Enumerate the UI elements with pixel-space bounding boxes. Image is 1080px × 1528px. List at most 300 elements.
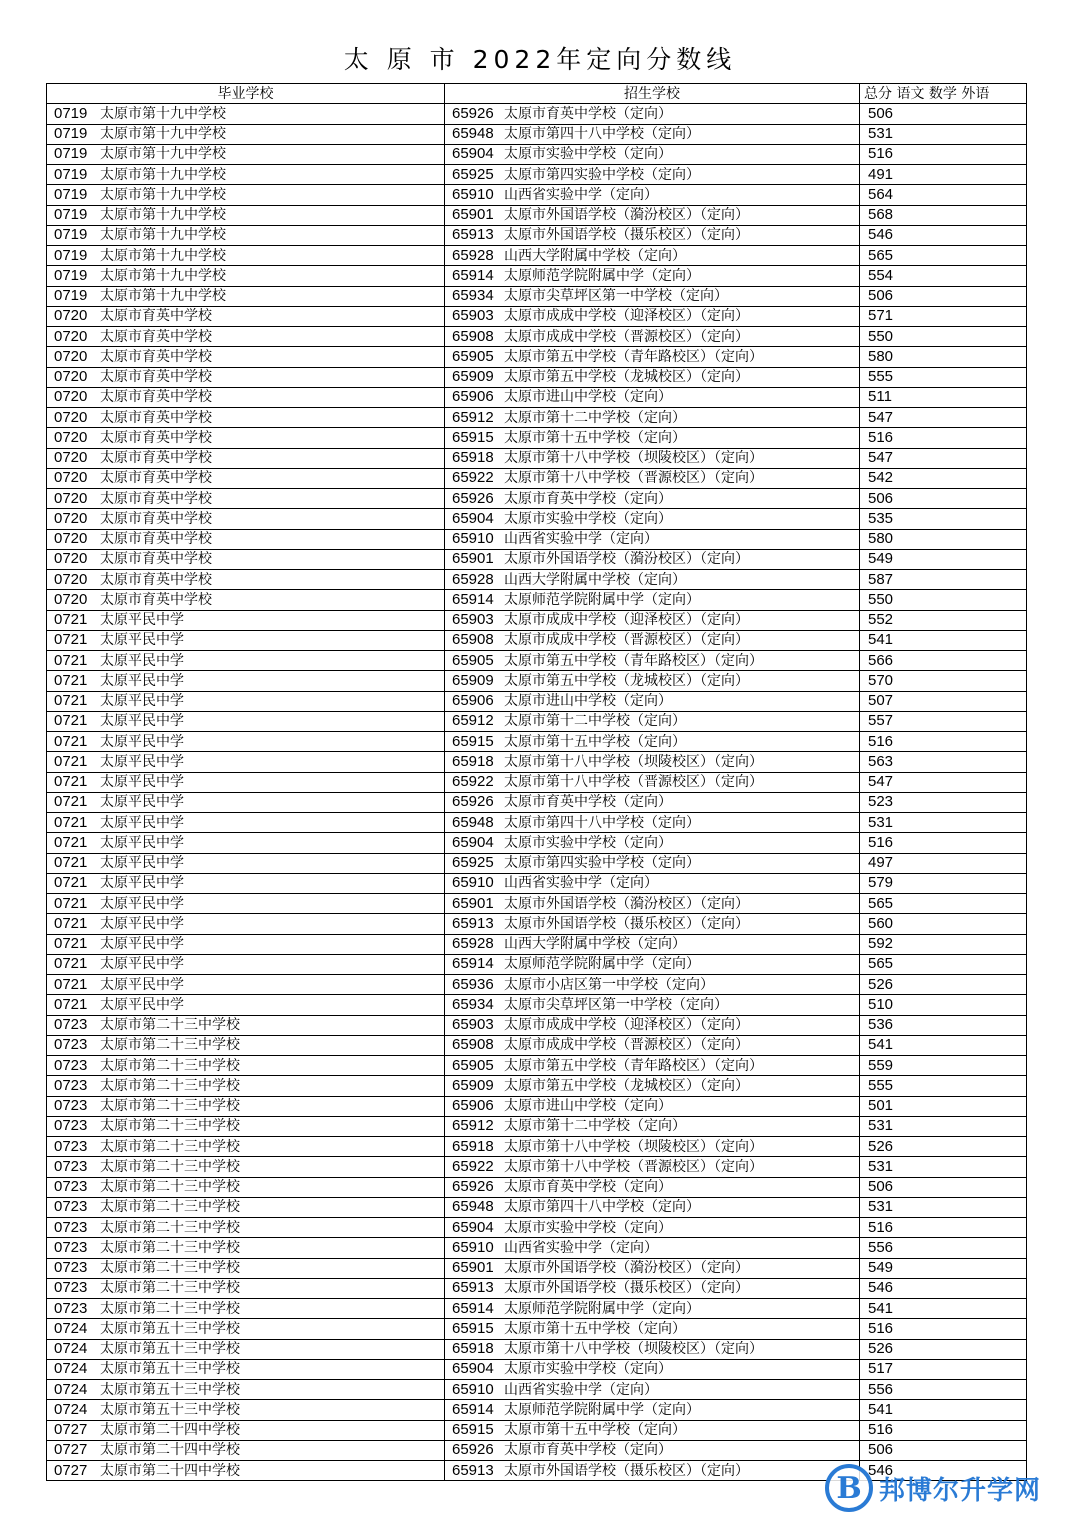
total-score-cell: 550 (860, 590, 1027, 610)
graduate-school-name: 太原市育英中学校 (100, 328, 212, 345)
graduate-school-code: 0727 (54, 1421, 88, 1439)
graduate-school-code: 0719 (54, 185, 88, 203)
table-row (47, 772, 1027, 792)
admission-school-cell (445, 1319, 860, 1339)
admission-school-name: 太原市成成中学校（晋源校区）（定向） (504, 1037, 749, 1054)
admission-school-cell (445, 428, 860, 448)
admission-school-name: 太原市第五中学校（龙城校区）（定向） (504, 1077, 749, 1094)
admission-school-cell (445, 549, 860, 569)
admission-school-name: 太原市外国语学校（摄乐校区）（定向） (504, 1280, 749, 1297)
total-score-cell: 491 (860, 165, 1027, 185)
graduate-school-code: 0720 (54, 307, 88, 325)
graduate-school-code: 0719 (54, 145, 88, 163)
admission-school-code: 65912 (452, 1117, 494, 1135)
total-score-cell: 526 (860, 975, 1027, 995)
admission-school-cell (445, 286, 860, 306)
admission-school-name: 太原市外国语学校（漪汾校区）（定向） (504, 551, 749, 568)
admission-school-code: 65910 (452, 530, 494, 548)
graduate-school-code: 0721 (54, 914, 88, 932)
admission-school-code: 65903 (452, 611, 494, 629)
graduate-school-cell (47, 975, 445, 995)
admission-school-cell (445, 1197, 860, 1217)
graduate-school-cell (47, 1197, 445, 1217)
graduate-school-name: 太原市第五十三中学校 (100, 1361, 240, 1378)
admission-school-name: 山西省实验中学（定向） (504, 875, 658, 892)
admission-school-code: 65915 (452, 1421, 494, 1439)
admission-school-cell (445, 590, 860, 610)
admission-school-cell (445, 570, 860, 590)
total-score-cell: 565 (860, 246, 1027, 266)
admission-school-code: 65910 (452, 1380, 494, 1398)
total-score-cell: 506 (860, 1440, 1027, 1460)
table-row (47, 428, 1027, 448)
admission-school-name: 太原市第十八中学校（晋源校区）（定向） (504, 1158, 763, 1175)
admission-school-code: 65909 (452, 671, 494, 689)
admission-school-code: 65948 (452, 813, 494, 831)
admission-school-name: 太原市第十二中学校（定向） (504, 713, 686, 730)
graduate-school-code: 0724 (54, 1360, 88, 1378)
admission-school-code: 65904 (452, 1360, 494, 1378)
table-row (47, 225, 1027, 245)
graduate-school-name: 太原市第十九中学校 (100, 166, 226, 183)
admission-school-name: 太原市第十五中学校（定向） (504, 1422, 686, 1439)
admission-school-code: 65926 (452, 1178, 494, 1196)
graduate-school-name: 太原市第五十三中学校 (100, 1341, 240, 1358)
admission-school-code: 65910 (452, 1238, 494, 1256)
admission-school-code: 65926 (452, 1441, 494, 1459)
graduate-school-cell (47, 306, 445, 326)
graduate-school-code: 0721 (54, 752, 88, 770)
admission-school-code: 65915 (452, 428, 494, 446)
admission-school-cell (445, 225, 860, 245)
admission-school-code: 65925 (452, 854, 494, 872)
admission-school-code: 65922 (452, 469, 494, 487)
graduate-school-code: 0720 (54, 408, 88, 426)
graduate-school-code: 0720 (54, 388, 88, 406)
graduate-school-code: 0723 (54, 1238, 88, 1256)
table-body (47, 104, 1027, 1481)
table-row (47, 367, 1027, 387)
admission-school-name: 山西省实验中学（定向） (504, 531, 658, 548)
graduate-school-cell (47, 711, 445, 731)
admission-school-name: 太原市尖草坪区第一中学校（定向） (504, 288, 728, 305)
graduate-school-name: 太原平民中学 (100, 855, 184, 872)
admission-school-code: 65934 (452, 287, 494, 305)
admission-school-name: 太原市外国语学校（摄乐校区）（定向） (504, 227, 749, 244)
graduate-school-name: 太原平民中学 (100, 834, 184, 851)
graduate-school-cell (47, 1400, 445, 1420)
admission-school-code: 65909 (452, 1076, 494, 1094)
admission-school-cell (445, 630, 860, 650)
graduate-school-code: 0720 (54, 347, 88, 365)
graduate-school-cell (47, 1015, 445, 1035)
graduate-school-cell (47, 1299, 445, 1319)
admission-school-name: 太原市第十八中学校（晋源校区）（定向） (504, 774, 763, 791)
total-score-cell: 511 (860, 387, 1027, 407)
table-row (47, 954, 1027, 974)
graduate-school-name: 太原市第二十三中学校 (100, 1037, 240, 1054)
graduate-school-name: 太原市第二十四中学校 (100, 1442, 240, 1459)
total-score-cell: 516 (860, 1420, 1027, 1440)
graduate-school-name: 太原平民中学 (100, 915, 184, 932)
admission-school-cell (445, 1076, 860, 1096)
admission-school-code: 65905 (452, 651, 494, 669)
graduate-school-code: 0720 (54, 449, 88, 467)
graduate-school-name: 太原市第二十三中学校 (100, 1057, 240, 1074)
graduate-school-name: 太原市第二十三中学校 (100, 1219, 240, 1236)
graduate-school-cell (47, 1116, 445, 1136)
admission-school-name: 山西省实验中学（定向） (504, 1239, 658, 1256)
total-score-cell: 568 (860, 205, 1027, 225)
admission-school-cell (445, 1015, 860, 1035)
admission-school-name: 太原师范学院附属中学（定向） (504, 1300, 700, 1317)
graduate-school-code: 0721 (54, 651, 88, 669)
graduate-school-code: 0721 (54, 975, 88, 993)
graduate-school-name: 太原平民中学 (100, 632, 184, 649)
admission-school-cell (445, 1116, 860, 1136)
graduate-school-name: 太原市第十九中学校 (100, 227, 226, 244)
admission-school-name: 太原市成成中学校（迎泽校区）（定向） (504, 1017, 749, 1034)
graduate-school-code: 0721 (54, 793, 88, 811)
graduate-school-cell (47, 873, 445, 893)
graduate-school-name: 太原市第二十三中学校 (100, 1239, 240, 1256)
admission-school-name: 太原市育英中学校（定向） (504, 1179, 672, 1196)
admission-school-name: 山西大学附属中学校（定向） (504, 571, 686, 588)
admission-school-cell (445, 691, 860, 711)
admission-school-cell (445, 833, 860, 853)
table-row (47, 752, 1027, 772)
admission-school-code: 65936 (452, 975, 494, 993)
admission-school-name: 太原市第十八中学校（坝陵校区）（定向） (504, 1341, 763, 1358)
admission-school-code: 65903 (452, 1016, 494, 1034)
admission-school-cell (445, 1339, 860, 1359)
graduate-school-name: 太原市第二十三中学校 (100, 1077, 240, 1094)
total-score-cell: 565 (860, 954, 1027, 974)
admission-school-cell (445, 165, 860, 185)
admission-school-code: 65922 (452, 1157, 494, 1175)
admission-school-name: 太原市进山中学校（定向） (504, 389, 672, 406)
watermark-logo-icon: B (825, 1464, 873, 1512)
table-row (47, 286, 1027, 306)
table-row (47, 590, 1027, 610)
watermark (825, 1460, 1065, 1516)
admission-school-name: 太原市外国语学校（漪汾校区）（定向） (504, 895, 749, 912)
graduate-school-code: 0719 (54, 104, 88, 122)
graduate-school-name: 太原市育英中学校 (100, 591, 212, 608)
total-score-cell: 506 (860, 104, 1027, 124)
table-row (47, 185, 1027, 205)
admission-school-name: 太原市外国语学校（漪汾校区）（定向） (504, 207, 749, 224)
graduate-school-name: 太原市第十九中学校 (100, 105, 226, 122)
graduate-school-cell (47, 995, 445, 1015)
total-score-cell: 557 (860, 711, 1027, 731)
watermark-text: 邦博尔升学网 (879, 1475, 1042, 1506)
table-row (47, 1339, 1027, 1359)
admission-school-cell (445, 853, 860, 873)
graduate-school-cell (47, 1096, 445, 1116)
graduate-school-cell (47, 732, 445, 752)
total-score-cell: 510 (860, 995, 1027, 1015)
admission-school-code: 65906 (452, 388, 494, 406)
graduate-school-cell (47, 104, 445, 124)
total-score-cell: 556 (860, 1238, 1027, 1258)
admission-school-code: 65918 (452, 1340, 494, 1358)
admission-school-name: 太原市第十五中学校（定向） (504, 429, 686, 446)
table-row (47, 813, 1027, 833)
admission-school-cell (445, 185, 860, 205)
admission-school-code: 65913 (452, 914, 494, 932)
admission-school-name: 山西大学附属中学校（定向） (504, 936, 686, 953)
admission-school-cell (445, 1299, 860, 1319)
table-row (47, 509, 1027, 529)
table-row (47, 347, 1027, 367)
admission-school-cell (445, 1278, 860, 1298)
graduate-school-code: 0723 (54, 1279, 88, 1297)
admission-school-cell (445, 711, 860, 731)
table-row (47, 1420, 1027, 1440)
table-row (47, 1319, 1027, 1339)
admission-school-cell (445, 1420, 860, 1440)
admission-school-name: 太原市第五中学校（龙城校区）（定向） (504, 369, 749, 386)
table-row (47, 873, 1027, 893)
admission-school-cell (445, 610, 860, 630)
graduate-school-name: 太原平民中学 (100, 713, 184, 730)
graduate-school-name: 太原市第十九中学校 (100, 186, 226, 203)
graduate-school-name: 太原市第五十三中学校 (100, 1320, 240, 1337)
graduate-school-code: 0719 (54, 226, 88, 244)
total-score-cell: 506 (860, 489, 1027, 509)
graduate-school-cell (47, 185, 445, 205)
admission-school-cell (445, 205, 860, 225)
admission-school-code: 65903 (452, 307, 494, 325)
admission-school-cell (445, 104, 860, 124)
admission-school-code: 65914 (452, 266, 494, 284)
table-row (47, 1238, 1027, 1258)
admission-school-code: 65918 (452, 752, 494, 770)
graduate-school-cell (47, 266, 445, 286)
graduate-school-name: 太原市第二十三中学校 (100, 1199, 240, 1216)
admission-school-cell (445, 1461, 860, 1481)
graduate-school-code: 0723 (54, 1076, 88, 1094)
admission-school-code: 65934 (452, 995, 494, 1013)
total-score-cell: 556 (860, 1380, 1027, 1400)
admission-school-cell (445, 347, 860, 367)
admission-school-cell (445, 468, 860, 488)
graduate-school-cell (47, 590, 445, 610)
admission-school-cell (445, 246, 860, 266)
admission-school-cell (445, 266, 860, 286)
graduate-school-cell (47, 630, 445, 650)
graduate-school-name: 太原平民中学 (100, 733, 184, 750)
graduate-school-name: 太原平民中学 (100, 672, 184, 689)
admission-school-code: 65913 (452, 1461, 494, 1479)
graduate-school-cell (47, 165, 445, 185)
admission-school-cell (445, 934, 860, 954)
graduate-school-name: 太原市育英中学校 (100, 470, 212, 487)
graduate-school-code: 0723 (54, 1137, 88, 1155)
graduate-school-name: 太原平民中学 (100, 774, 184, 791)
admission-school-cell (445, 671, 860, 691)
graduate-school-cell (47, 772, 445, 792)
table-row (47, 995, 1027, 1015)
graduate-school-name: 太原市第二十三中学校 (100, 1098, 240, 1115)
graduate-school-cell (47, 954, 445, 974)
total-score-cell: 559 (860, 1056, 1027, 1076)
graduate-school-cell (47, 286, 445, 306)
graduate-school-name: 太原市第二十三中学校 (100, 1118, 240, 1135)
graduate-school-code: 0724 (54, 1340, 88, 1358)
admission-school-cell (445, 1096, 860, 1116)
table-row (47, 1056, 1027, 1076)
table-row (47, 934, 1027, 954)
table-row (47, 1359, 1027, 1379)
admission-school-name: 太原市第十八中学校（坝陵校区）（定向） (504, 450, 763, 467)
admission-school-code: 65908 (452, 1036, 494, 1054)
admission-school-code: 65901 (452, 894, 494, 912)
total-score-cell: 547 (860, 448, 1027, 468)
graduate-school-code: 0723 (54, 1299, 88, 1317)
graduate-school-name: 太原平民中学 (100, 996, 184, 1013)
table-row (47, 1035, 1027, 1055)
graduate-school-code: 0723 (54, 1259, 88, 1277)
graduate-school-name: 太原市第十九中学校 (100, 126, 226, 143)
admission-school-name: 太原市第四十八中学校（定向） (504, 1199, 700, 1216)
graduate-school-cell (47, 205, 445, 225)
graduate-school-name: 太原市第十九中学校 (100, 267, 226, 284)
total-score-cell: 516 (860, 428, 1027, 448)
admission-school-code: 65904 (452, 509, 494, 527)
admission-school-name: 太原师范学院附属中学（定向） (504, 1401, 700, 1418)
graduate-school-code: 0723 (54, 1097, 88, 1115)
admission-school-cell (445, 792, 860, 812)
table-row (47, 853, 1027, 873)
admission-school-code: 65914 (452, 1299, 494, 1317)
graduate-school-code: 0727 (54, 1441, 88, 1459)
table-row (47, 468, 1027, 488)
table-row (47, 408, 1027, 428)
graduate-school-code: 0721 (54, 773, 88, 791)
graduate-school-code: 0721 (54, 611, 88, 629)
graduate-school-cell (47, 408, 445, 428)
header-scores: 总分 语文 数学 外语 (860, 84, 1027, 104)
graduate-school-code: 0721 (54, 955, 88, 973)
admission-school-code: 65928 (452, 570, 494, 588)
graduate-school-code: 0719 (54, 246, 88, 264)
admission-school-code: 65904 (452, 145, 494, 163)
graduate-school-code: 0727 (54, 1461, 88, 1479)
graduate-school-cell (47, 651, 445, 671)
admission-school-code: 65915 (452, 732, 494, 750)
admission-school-cell (445, 1035, 860, 1055)
graduate-school-name: 太原市第二十四中学校 (100, 1462, 240, 1479)
total-score-cell: 536 (860, 1015, 1027, 1035)
total-score-cell: 570 (860, 671, 1027, 691)
admission-school-name: 太原市第四实验中学校（定向） (504, 166, 700, 183)
graduate-school-name: 太原平民中学 (100, 936, 184, 953)
total-score-cell: 554 (860, 266, 1027, 286)
graduate-school-code: 0721 (54, 813, 88, 831)
table-row (47, 549, 1027, 569)
table-row (47, 1096, 1027, 1116)
total-score-cell: 541 (860, 1299, 1027, 1319)
graduate-school-code: 0723 (54, 1117, 88, 1135)
admission-school-code: 65928 (452, 935, 494, 953)
graduate-school-name: 太原市育英中学校 (100, 369, 212, 386)
page-title: 太 原 市 2022年定向分数线 (343, 45, 737, 74)
graduate-school-name: 太原市育英中学校 (100, 450, 212, 467)
graduate-school-name: 太原市第二十三中学校 (100, 1280, 240, 1297)
admission-school-cell (445, 813, 860, 833)
total-score-cell: 552 (860, 610, 1027, 630)
total-score-cell: 541 (860, 1400, 1027, 1420)
graduate-school-code: 0724 (54, 1400, 88, 1418)
admission-school-cell (445, 448, 860, 468)
graduate-school-cell (47, 246, 445, 266)
admission-school-code: 65914 (452, 955, 494, 973)
graduate-school-name: 太原市育英中学校 (100, 510, 212, 527)
admission-school-name: 太原市第十五中学校（定向） (504, 733, 686, 750)
graduate-school-cell (47, 752, 445, 772)
admission-school-cell (445, 1359, 860, 1379)
graduate-school-name: 太原市育英中学校 (100, 348, 212, 365)
total-score-cell: 516 (860, 144, 1027, 164)
graduate-school-name: 太原市第二十三中学校 (100, 1158, 240, 1175)
admission-school-cell (445, 367, 860, 387)
total-score-cell: 516 (860, 1218, 1027, 1238)
graduate-school-code: 0720 (54, 489, 88, 507)
graduate-school-cell (47, 347, 445, 367)
total-score-cell: 546 (860, 1278, 1027, 1298)
admission-school-code: 65913 (452, 226, 494, 244)
table-row (47, 671, 1027, 691)
graduate-school-code: 0720 (54, 570, 88, 588)
graduate-school-code: 0723 (54, 1218, 88, 1236)
graduate-school-code: 0721 (54, 854, 88, 872)
total-score-cell: 566 (860, 651, 1027, 671)
graduate-school-cell (47, 1319, 445, 1339)
table-row (47, 711, 1027, 731)
admission-school-name: 太原市第十二中学校（定向） (504, 1118, 686, 1135)
graduate-school-cell (47, 1056, 445, 1076)
table-row (47, 1157, 1027, 1177)
graduate-school-name: 太原平民中学 (100, 895, 184, 912)
admission-school-name: 山西大学附属中学校（定向） (504, 247, 686, 264)
header-admission-school: 招生学校 (445, 84, 860, 104)
total-score-cell: 541 (860, 1035, 1027, 1055)
admission-school-code: 65912 (452, 712, 494, 730)
graduate-school-cell (47, 367, 445, 387)
graduate-school-cell (47, 1035, 445, 1055)
total-score-cell: 550 (860, 327, 1027, 347)
graduate-school-name: 太原平民中学 (100, 875, 184, 892)
admission-school-cell (445, 387, 860, 407)
graduate-school-cell (47, 468, 445, 488)
graduate-school-cell (47, 428, 445, 448)
total-score-cell: 563 (860, 752, 1027, 772)
admission-school-name: 山西省实验中学（定向） (504, 1381, 658, 1398)
admission-school-code: 65904 (452, 833, 494, 851)
graduate-school-name: 太原市育英中学校 (100, 409, 212, 426)
total-score-cell: 549 (860, 1258, 1027, 1278)
admission-school-cell (445, 651, 860, 671)
table-row (47, 1440, 1027, 1460)
admission-school-name: 太原市成成中学校（迎泽校区）（定向） (504, 308, 749, 325)
admission-school-name: 太原市第十八中学校（晋源校区）（定向） (504, 470, 763, 487)
table-row (47, 104, 1027, 124)
graduate-school-name: 太原市第十九中学校 (100, 288, 226, 305)
graduate-school-code: 0721 (54, 692, 88, 710)
table-row (47, 1258, 1027, 1278)
